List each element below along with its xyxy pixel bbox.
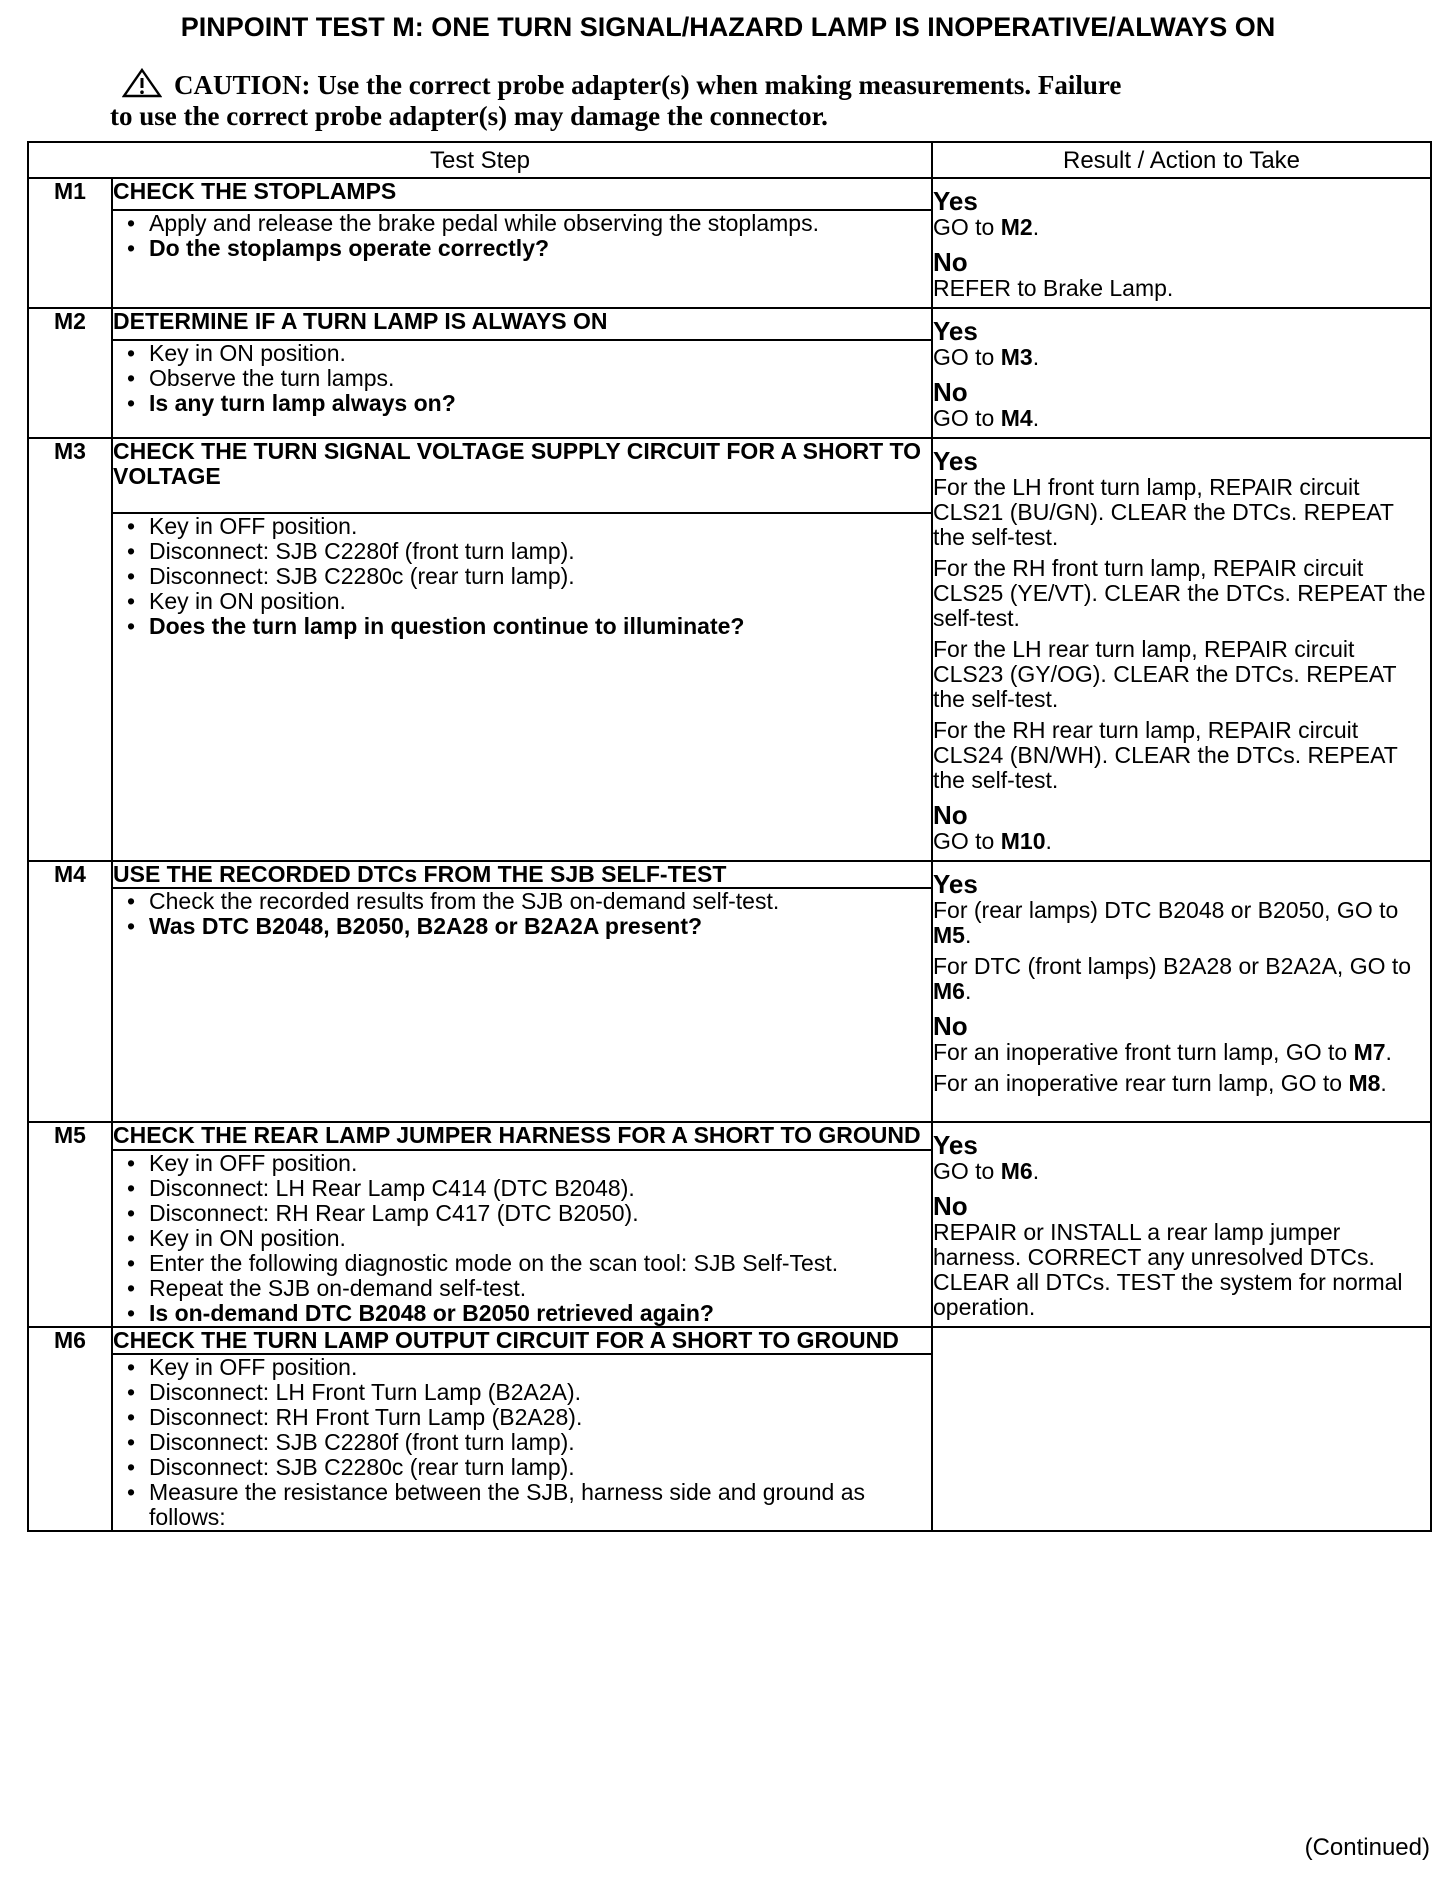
step-result (932, 308, 1431, 438)
list-item-text: Key in ON position. (149, 340, 346, 366)
bullet-icon: • (126, 563, 136, 589)
step-question-text: Do the stoplamps operate correctly? (149, 235, 550, 261)
list-item-text: Disconnect: RH Front Turn Lamp (B2A28). (149, 1404, 583, 1430)
step-instructions (112, 888, 932, 1122)
step-heading: DETERMINE IF A TURN LAMP IS ALWAYS ON (112, 308, 932, 340)
list-item (113, 1430, 931, 1455)
result-text-body: For the LH front turn lamp, REPAIR circuit CLS21 (BU/GN). CLEAR the DTCs. REPEAT the self-test. (933, 474, 1394, 550)
list-item-text: Disconnect: SJB C2280f (front turn lamp). (149, 1429, 575, 1455)
step-question (113, 236, 931, 261)
result-text-body: For (rear lamps) DTC B2048 or B2050, GO to (933, 897, 1399, 923)
list-item-text: Disconnect: LH Rear Lamp C414 (DTC B2048). (149, 1175, 635, 1201)
list-item (113, 1380, 931, 1405)
step-heading-row (28, 1327, 1431, 1354)
bullet-icon: • (126, 210, 136, 236)
step-question-text: Is any turn lamp always on? (149, 390, 456, 416)
list-item (113, 1405, 931, 1430)
step-instructions (112, 1150, 932, 1327)
list-item-text: Key in OFF position. (149, 513, 358, 539)
bullet-icon: • (126, 1429, 136, 1455)
warning-triangle-icon (122, 70, 174, 100)
result-text-end: . (1032, 344, 1040, 370)
table-header-row (28, 142, 1431, 178)
result-label: No (933, 247, 968, 277)
result-text (933, 637, 1430, 712)
bullet-icon: • (126, 390, 136, 416)
list-item (113, 589, 931, 614)
bullet-icon: • (126, 235, 136, 261)
test-step-header: Test Step (28, 142, 932, 178)
list-item (113, 1226, 931, 1251)
caution-line-1: CAUTION: Use the correct probe adapter(s) when making measurements. Failure (174, 70, 1122, 100)
pinpoint-test-table (27, 141, 1432, 1532)
step-instructions (112, 513, 932, 861)
result-text (933, 345, 1430, 370)
result-text (933, 718, 1430, 793)
bullet-icon: • (126, 1175, 136, 1201)
result-text-body: GO to (933, 828, 1001, 854)
list-item-text: Key in ON position. (149, 1225, 346, 1251)
list-item (113, 1455, 931, 1480)
result-text (933, 215, 1430, 240)
result-text-body: REPAIR or INSTALL a rear lamp jumper harness. CORRECT any unresolved DTCs. CLEAR all DTCs. TEST the system for normal operation. (933, 1219, 1403, 1320)
step-reference: M8 (1348, 1070, 1381, 1096)
bullet-icon: • (126, 1150, 136, 1176)
result-text (933, 1159, 1430, 1184)
list-item-text: Repeat the SJB on-demand self-test. (149, 1275, 527, 1301)
list-item-text: Disconnect: SJB C2280f (front turn lamp). (149, 538, 575, 564)
result-text (933, 954, 1430, 1004)
list-item-text: Disconnect: LH Front Turn Lamp (B2A2A). (149, 1379, 582, 1405)
step-heading: CHECK THE TURN LAMP OUTPUT CIRCUIT FOR A SHORT TO GROUND (112, 1327, 932, 1354)
step-reference: M3 (1000, 344, 1033, 370)
bullet-icon: • (126, 1354, 136, 1380)
result-text (933, 829, 1430, 854)
list-item-text: Disconnect: SJB C2280c (rear turn lamp). (149, 563, 575, 589)
step-reference: M6 (1000, 1158, 1033, 1184)
list-item-text: Key in OFF position. (149, 1354, 358, 1380)
step-result (932, 438, 1431, 861)
step-heading-row (28, 178, 1431, 210)
bullet-icon: • (126, 1225, 136, 1251)
step-instructions (112, 210, 932, 308)
result-text-body: For the RH front turn lamp, REPAIR circuit CLS25 (YE/VT). CLEAR the DTCs. REPEAT the self-test. (933, 555, 1426, 631)
result-text-body: For an inoperative front turn lamp, GO to (933, 1039, 1354, 1065)
step-question (113, 391, 931, 416)
result-text (933, 1220, 1430, 1320)
step-reference: M5 (933, 922, 965, 948)
list-item-text: Measure the resistance between the SJB, harness side and ground as follows: (149, 1479, 865, 1530)
list-item (113, 539, 931, 564)
list-item-text: Key in OFF position. (149, 1150, 358, 1176)
step-id: M4 (28, 861, 112, 1122)
step-heading: CHECK THE REAR LAMP JUMPER HARNESS FOR A SHORT TO GROUND (112, 1122, 932, 1150)
result-label: Yes (933, 446, 978, 476)
result-label: No (933, 1191, 968, 1221)
step-result (932, 1122, 1431, 1327)
step-heading-row (28, 1122, 1431, 1150)
list-item (113, 1276, 931, 1301)
bullet-icon: • (126, 365, 136, 391)
continued-label: (Continued) (1304, 1834, 1430, 1861)
result-text-body: For an inoperative rear turn lamp, GO to (933, 1070, 1349, 1096)
result-label: Yes (933, 869, 978, 899)
caution-line-2: to use the correct probe adapter(s) may damage the connector. (110, 101, 828, 131)
result-text-body: For the RH rear turn lamp, REPAIR circuit CLS24 (BN/WH). CLEAR the DTCs. REPEAT the self-test. (933, 717, 1398, 793)
step-question-text: Is on-demand DTC B2048 or B2050 retrieved again? (149, 1300, 714, 1326)
result-label: Yes (933, 316, 978, 346)
result-text-body: GO to (933, 344, 1001, 370)
result-text-end: . (964, 978, 972, 1004)
result-text-body: GO to (933, 405, 1001, 431)
result-text-body: GO to (933, 1158, 1001, 1184)
result-label: Yes (933, 1130, 978, 1160)
bullet-icon: • (126, 340, 136, 366)
list-item (113, 1151, 931, 1176)
bullet-icon: • (126, 1200, 136, 1226)
result-text-end: . (1385, 1039, 1392, 1065)
bullet-icon: • (126, 913, 136, 939)
step-reference: M10 (1000, 828, 1046, 854)
step-question (113, 914, 931, 939)
step-reference: M6 (933, 978, 965, 1004)
result-text (933, 1040, 1430, 1065)
list-item (113, 889, 931, 914)
list-item (113, 341, 931, 366)
bullet-icon: • (126, 1454, 136, 1480)
step-reference: M7 (1353, 1039, 1386, 1065)
bullet-icon: • (126, 538, 136, 564)
step-reference: M2 (1000, 214, 1033, 240)
page-title: PINPOINT TEST M: ONE TURN SIGNAL/HAZARD LAMP IS INOPERATIVE/ALWAYS ON (180, 12, 1276, 42)
list-item (113, 1480, 931, 1530)
step-id: M3 (28, 438, 112, 861)
step-heading: USE THE RECORDED DTCs FROM THE SJB SELF-TEST (112, 861, 932, 888)
list-item-text: Key in ON position. (149, 588, 346, 614)
result-text-end: . (1032, 1158, 1040, 1184)
list-item (113, 1251, 931, 1276)
list-item-text: Apply and release the brake pedal while observing the stoplamps. (149, 210, 819, 236)
step-question-text: Was DTC B2048, B2050, B2A28 or B2A2A present? (149, 913, 703, 939)
step-question (113, 614, 931, 639)
step-id: M5 (28, 1122, 112, 1327)
step-instructions (112, 340, 932, 438)
result-text (933, 898, 1430, 948)
list-item-text: Observe the turn lamps. (149, 365, 395, 391)
list-item (113, 1176, 931, 1201)
list-item-text: Enter the following diagnostic mode on the scan tool: SJB Self-Test. (149, 1250, 839, 1276)
bullet-icon: • (126, 1275, 136, 1301)
result-label: No (933, 800, 968, 830)
result-text (933, 475, 1430, 550)
caution-note (110, 68, 1340, 132)
result-text-end: . (964, 922, 972, 948)
result-text (933, 276, 1430, 301)
step-question (113, 1301, 931, 1326)
result-text-body: REFER to Brake Lamp. (933, 275, 1174, 301)
result-text-end: . (1032, 214, 1040, 240)
result-label: No (933, 377, 968, 407)
result-header: Result / Action to Take (932, 142, 1431, 178)
test-steps (28, 178, 1431, 1531)
bullet-icon: • (126, 1479, 136, 1505)
list-item (113, 211, 931, 236)
result-text-end: . (1380, 1070, 1387, 1096)
step-reference: M4 (1000, 405, 1033, 431)
step-question-text: Does the turn lamp in question continue to illuminate? (149, 613, 745, 639)
result-text-body: For DTC (front lamps) B2A28 or B2A2A, GO to (933, 953, 1412, 979)
bullet-icon: • (126, 888, 136, 914)
step-result (932, 178, 1431, 308)
step-heading: CHECK THE STOPLAMPS (112, 178, 932, 210)
bullet-icon: • (126, 588, 136, 614)
step-heading-row (28, 438, 1431, 513)
result-label: No (933, 1011, 968, 1041)
bullet-icon: • (126, 1250, 136, 1276)
result-text-body: GO to (933, 214, 1001, 240)
step-id: M6 (28, 1327, 112, 1531)
list-item (113, 514, 931, 539)
list-item-text: Disconnect: RH Rear Lamp C417 (DTC B2050). (149, 1200, 639, 1226)
result-text (933, 1071, 1430, 1096)
result-text-body: For the LH rear turn lamp, REPAIR circuit CLS23 (GY/OG). CLEAR the DTCs. REPEAT the self-test. (933, 636, 1397, 712)
result-label: Yes (933, 186, 978, 216)
list-item (113, 564, 931, 589)
bullet-icon: • (126, 1379, 136, 1405)
step-id: M2 (28, 308, 112, 438)
step-heading: CHECK THE TURN SIGNAL VOLTAGE SUPPLY CIRCUIT FOR A SHORT TO VOLTAGE (112, 438, 932, 513)
list-item (113, 1201, 931, 1226)
step-instructions (112, 1354, 932, 1531)
step-heading-row (28, 861, 1431, 888)
step-id: M1 (28, 178, 112, 308)
bullet-icon: • (126, 513, 136, 539)
list-item (113, 366, 931, 391)
result-text-end: . (1032, 405, 1040, 431)
step-result (932, 1327, 1431, 1531)
result-text-end: . (1045, 828, 1052, 854)
list-item-text: Disconnect: SJB C2280c (rear turn lamp). (149, 1454, 575, 1480)
list-item-text: Check the recorded results from the SJB on-demand self-test. (149, 888, 780, 914)
step-result (932, 861, 1431, 1122)
result-text (933, 406, 1430, 431)
bullet-icon: • (126, 1404, 136, 1430)
step-heading-row (28, 308, 1431, 340)
bullet-icon: • (126, 613, 136, 639)
result-text (933, 556, 1430, 631)
bullet-icon: • (126, 1300, 136, 1326)
list-item (113, 1355, 931, 1380)
